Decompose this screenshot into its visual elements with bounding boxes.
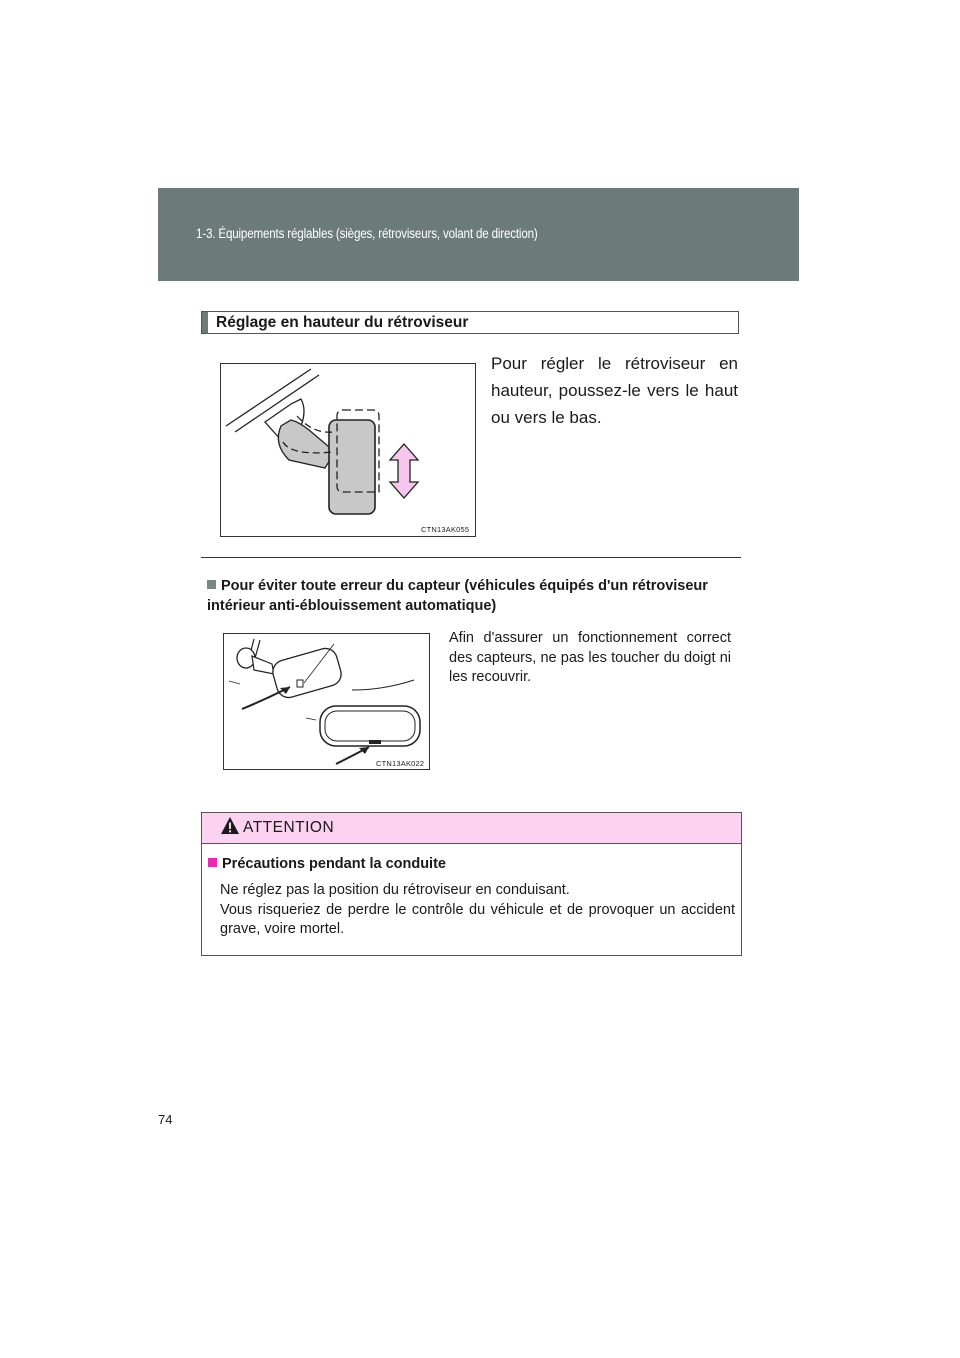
page-number: 74 <box>158 1112 173 1127</box>
bullet-square <box>208 858 217 867</box>
mirror-height-figure <box>220 363 476 537</box>
attention-label: ATTENTION <box>243 819 335 836</box>
mirror-height-illustration <box>221 364 477 538</box>
sensor-note-text: Afin d'assurer un fonctionnement correct des capteurs, ne pas les toucher du doigt ni les recouvrir. <box>449 630 731 685</box>
section-title: Réglage en hauteur du rétroviseur <box>216 314 469 331</box>
figure-code: CTN13AK022 <box>376 759 425 768</box>
attention-subtitle-text: Précautions pendant la conduite <box>222 856 446 872</box>
height-adjust-text: Pour régler le rétroviseur en hauteur, poussez-le vers le haut ou vers le bas. <box>491 354 738 427</box>
bullet-square <box>207 580 216 589</box>
chapter-header <box>158 188 799 281</box>
attention-body <box>220 881 735 940</box>
section-title-box <box>201 311 739 334</box>
sensor-figure <box>223 633 430 770</box>
attention-header <box>202 813 741 844</box>
figure-code: CTN13AK055 <box>421 525 470 534</box>
warning-icon <box>220 816 240 836</box>
sensor-note-title-text: Pour éviter toute erreur du capteur (véhicules équipés d'un rétroviseur intérieur anti-éblouissement automatique) <box>207 578 708 614</box>
sensor-note-title <box>207 576 742 616</box>
attention-subtitle <box>208 856 446 872</box>
chapter-title: 1-3. Équipements réglables (sièges, rétroviseurs, volant de direction) <box>196 226 538 241</box>
attention-line-2: Vous risqueriez de perdre le contrôle du véhicule et de provoquer un accident grave, voire mortel. <box>220 901 735 937</box>
attention-box <box>201 812 742 956</box>
section-divider <box>201 557 741 558</box>
section-title-bar <box>202 312 208 333</box>
attention-line-1: Ne réglez pas la position du rétroviseur en conduisant. <box>220 882 570 898</box>
sensor-illustration <box>224 634 431 771</box>
